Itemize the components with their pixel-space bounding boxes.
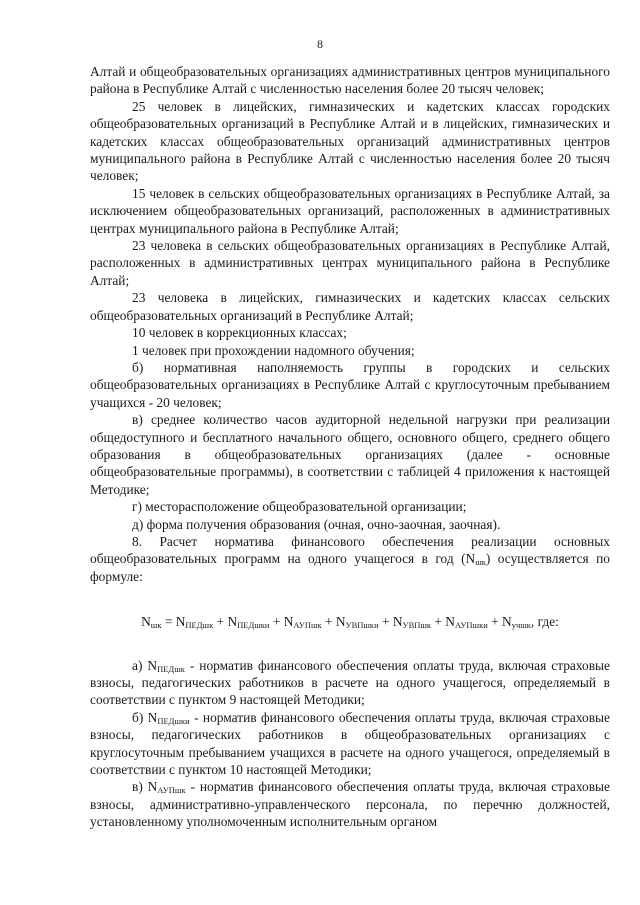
definition-prefix: б) N bbox=[132, 709, 158, 725]
paragraph-p4: 23 человека в сельских общеобразовательных организациях в Республике Алтай, расположенных в административных центрах муниципального района в Республике Алтай; bbox=[90, 238, 610, 288]
paragraph-p7: 1 человек при прохождении надомного обучения; bbox=[132, 342, 415, 358]
document-body bbox=[90, 63, 610, 831]
formula-term: + N bbox=[213, 614, 238, 630]
formula-term: , где: bbox=[530, 614, 559, 630]
definition-prefix: в) N bbox=[132, 779, 158, 795]
paragraph-p8: б) нормативная наполняемость группы в городских и сельских общеобразовательных организациях в Республике Алтай с круглосуточным пребыванием учащихся - 20 человек; bbox=[90, 359, 610, 410]
formula bbox=[90, 613, 610, 630]
formula-term: + N bbox=[431, 614, 455, 630]
formula-subscript: шк bbox=[150, 620, 162, 631]
paragraph-p2: 25 человек в лицейских, гимназических и кадетских классах городских общеобразовательных организаций в Республике Алтай и в лицейских, гимназических и кадетских классах общеобразовательных организаций административных центров муниципального района в Республике Алтай с численностью населения более 20 тысяч человек; bbox=[90, 98, 610, 184]
definition-text: - норматив финансового обеспечения оплаты труда, включая страховые взносы, административно-управленческого персонала, по перечню должностей, установленному уполномоченным исполнительным органом bbox=[90, 779, 610, 830]
paragraph-p6: 10 человек в коррекционных классах; bbox=[132, 325, 347, 341]
definition-subscript: АУПшк bbox=[157, 785, 186, 796]
page-number: 8 bbox=[317, 37, 323, 51]
definition-d3 bbox=[90, 778, 610, 830]
paragraph-8-tail: ) осуществляется по формуле: bbox=[90, 551, 610, 584]
formula-subscript: учшк bbox=[511, 620, 531, 631]
formula-term: N bbox=[141, 614, 151, 630]
formula-subscript: ПЕДшки bbox=[237, 620, 270, 631]
formula-subscript: ПЕДшк bbox=[185, 620, 214, 631]
paragraph-p10: г) месторасположение общеобразовательной организации; bbox=[132, 499, 467, 515]
paragraph-p9: в) среднее количество часов аудиторной недельной нагрузки при реализации общедоступного и бесплатного начального общего, основного общего, среднего общего образования в общеобразовательных организациях (далее - основные общеобразовательные программы), в соответствии с таблицей 4 приложения к настоящей Методике; bbox=[90, 412, 610, 497]
paragraph-list bbox=[90, 63, 610, 533]
definition-d2 bbox=[90, 709, 610, 779]
definition-list bbox=[90, 657, 610, 831]
paragraph-p1: Алтай и общеобразовательных организациях административных центров муниципального района в Республике Алтай с численностью населения более 20 тысяч человек; bbox=[90, 64, 610, 97]
formula-subscript: АУПшки bbox=[454, 620, 488, 631]
paragraph-8-subscript: шк bbox=[475, 557, 486, 568]
definition-text: - норматив финансового обеспечения оплаты труда, включая страховые взносы, педагогических работников в расчете на одного учащегося, определяемый в соответствии с пунктом 9 настоящей Методики; bbox=[90, 657, 610, 708]
paragraph-p3: 15 человек в сельских общеобразовательных организациях в Республике Алтай, за исключением общеобразовательных организаций, расположенных в административных центрах муниципального района в Республике Алтай; bbox=[90, 185, 610, 236]
paragraph-p5: 23 человека в лицейских, гимназических и кадетских классах сельских общеобразовательных организаций в Республике Алтай; bbox=[90, 290, 610, 323]
paragraph-8 bbox=[90, 533, 610, 585]
formula-subscript: УВПшки bbox=[345, 620, 379, 631]
formula-term: + N bbox=[487, 614, 512, 630]
paragraph-p11: д) форма получения образования (очная, очно-заочная, заочная). bbox=[132, 516, 501, 532]
definition-subscript: ПЕДшк bbox=[157, 663, 185, 674]
formula-term: + N bbox=[378, 614, 403, 630]
formula-subscript: УВПшк bbox=[402, 620, 432, 631]
paragraph-8-text: 8. Расчет норматива финансового обеспечения реализации основных общеобразовательных программ на одного учащегося в год (N bbox=[90, 533, 610, 567]
definition-text: - норматив финансового обеспечения оплаты труда, включая страховые взносы, педагогических работников в общеобразовательных организациях с круглосуточным пребыванием учащихся в расчете на одного учащегося, определяемый в соответствии с пунктом 10 настоящей Методики; bbox=[90, 709, 610, 778]
formula-term: + N bbox=[269, 614, 294, 630]
definition-subscript: ПЕДшки bbox=[157, 715, 190, 726]
formula-term: = N bbox=[161, 614, 186, 630]
formula-subscript: АУПшк bbox=[293, 620, 322, 631]
definition-prefix: а) N bbox=[132, 657, 158, 673]
definition-d1 bbox=[90, 657, 610, 709]
formula-term: + N bbox=[321, 614, 346, 630]
